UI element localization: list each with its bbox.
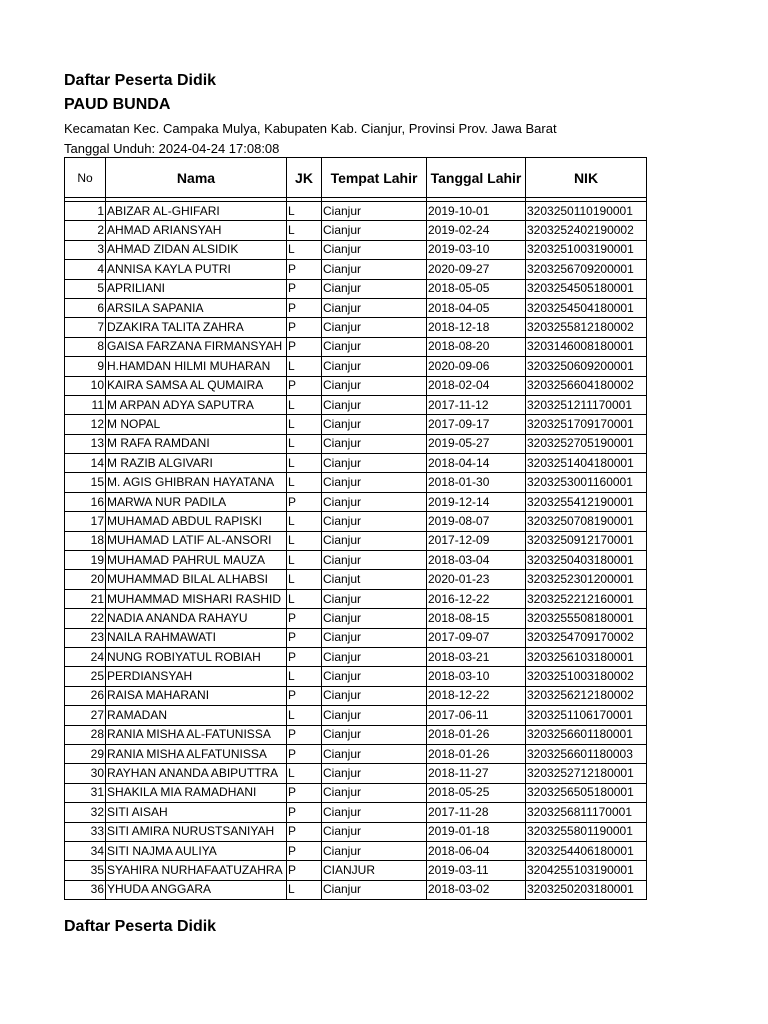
cell-nama: M RAFA RAMDANI: [106, 434, 287, 453]
cell-tanggal-lahir: 2018-03-04: [427, 551, 526, 570]
cell-tanggal-lahir: 2018-08-15: [427, 609, 526, 628]
column-header-tempat-lahir: Tempat Lahir: [322, 158, 427, 198]
cell-no: 13: [65, 434, 106, 453]
cell-jk: P: [287, 628, 322, 647]
table-row: [65, 647, 647, 666]
cell-nama: RAYHAN ANANDA ABIPUTTRA: [106, 764, 287, 783]
cell-nama: SITI NAJMA AULIYA: [106, 841, 287, 860]
cell-tanggal-lahir: 2019-03-11: [427, 861, 526, 880]
cell-tanggal-lahir: 2018-04-05: [427, 298, 526, 317]
cell-tempat-lahir: Cianjur: [322, 647, 427, 666]
cell-jk: P: [287, 337, 322, 356]
cell-nama: NAILA RAHMAWATI: [106, 628, 287, 647]
cell-jk: L: [287, 551, 322, 570]
cell-no: 1: [65, 202, 106, 221]
cell-nama: M. AGIS GHIBRAN HAYATANA: [106, 473, 287, 492]
cell-tanggal-lahir: 2018-03-10: [427, 667, 526, 686]
cell-no: 10: [65, 376, 106, 395]
cell-nik: 3203251404180001: [526, 454, 647, 473]
cell-nama: MUHAMAD ABDUL RAPISKI: [106, 512, 287, 531]
cell-tanggal-lahir: 2017-09-17: [427, 415, 526, 434]
cell-tanggal-lahir: 2018-12-18: [427, 318, 526, 337]
cell-tanggal-lahir: 2019-03-10: [427, 240, 526, 259]
cell-tanggal-lahir: 2018-03-21: [427, 647, 526, 666]
cell-tanggal-lahir: 2020-01-23: [427, 570, 526, 589]
table-row: [65, 512, 647, 531]
cell-jk: L: [287, 473, 322, 492]
cell-no: 7: [65, 318, 106, 337]
cell-tanggal-lahir: 2018-12-22: [427, 686, 526, 705]
cell-nama: DZAKIRA TALITA ZAHRA: [106, 318, 287, 337]
cell-nik: 3203146008180001: [526, 337, 647, 356]
cell-tempat-lahir: Cianjur: [322, 454, 427, 473]
cell-no: 34: [65, 841, 106, 860]
cell-nik: 3203254709170002: [526, 628, 647, 647]
cell-nama: SITI AISAH: [106, 803, 287, 822]
table-row: [65, 551, 647, 570]
cell-no: 32: [65, 803, 106, 822]
school-name: PAUD BUNDA: [64, 96, 171, 113]
cell-nik: 3203254504180001: [526, 298, 647, 317]
cell-nik: 3203255412190001: [526, 492, 647, 511]
cell-tempat-lahir: Cianjur: [322, 434, 427, 453]
table-row: [65, 841, 647, 860]
cell-tempat-lahir: Cianjur: [322, 822, 427, 841]
table-row: [65, 725, 647, 744]
cell-no: 28: [65, 725, 106, 744]
cell-jk: P: [287, 298, 322, 317]
cell-tempat-lahir: Cianjur: [322, 298, 427, 317]
cell-tempat-lahir: Cianjur: [322, 551, 427, 570]
cell-nama: APRILIANI: [106, 279, 287, 298]
cell-tanggal-lahir: 2018-02-04: [427, 376, 526, 395]
cell-tempat-lahir: Cianjur: [322, 686, 427, 705]
table-row: [65, 492, 647, 511]
cell-nik: 3203251003180002: [526, 667, 647, 686]
cell-jk: L: [287, 531, 322, 550]
cell-tempat-lahir: Cianjut: [322, 570, 427, 589]
column-header-nama: Nama: [106, 158, 287, 198]
cell-nama: RAISA MAHARANI: [106, 686, 287, 705]
cell-nama: MUHAMAD PAHRUL MAUZA: [106, 551, 287, 570]
table-row: [65, 667, 647, 686]
column-header-jk: JK: [287, 158, 322, 198]
cell-nik: 3204255103190001: [526, 861, 647, 880]
cell-jk: P: [287, 260, 322, 279]
cell-nik: 3203250110190001: [526, 202, 647, 221]
cell-tanggal-lahir: 2019-10-01: [427, 202, 526, 221]
cell-no: 22: [65, 609, 106, 628]
table-row: [65, 861, 647, 880]
cell-tempat-lahir: CIANJUR: [322, 861, 427, 880]
cell-tempat-lahir: Cianjur: [322, 202, 427, 221]
cell-tanggal-lahir: 2020-09-27: [427, 260, 526, 279]
cell-tanggal-lahir: 2018-04-14: [427, 454, 526, 473]
cell-nama: PERDIANSYAH: [106, 667, 287, 686]
cell-tempat-lahir: Cianjur: [322, 764, 427, 783]
cell-nik: 3203250708190001: [526, 512, 647, 531]
cell-jk: L: [287, 434, 322, 453]
cell-no: 35: [65, 861, 106, 880]
cell-tempat-lahir: Cianjur: [322, 492, 427, 511]
cell-no: 29: [65, 744, 106, 763]
cell-nama: NADIA ANANDA RAHAYU: [106, 609, 287, 628]
cell-tanggal-lahir: 2018-05-25: [427, 783, 526, 802]
cell-tempat-lahir: Cianjur: [322, 221, 427, 240]
table-row: [65, 221, 647, 240]
table-row: [65, 473, 647, 492]
cell-tanggal-lahir: 2019-02-24: [427, 221, 526, 240]
cell-jk: L: [287, 202, 322, 221]
cell-jk: P: [287, 318, 322, 337]
cell-tanggal-lahir: 2019-01-18: [427, 822, 526, 841]
cell-nama: SITI AMIRA NURUSTSANIYAH: [106, 822, 287, 841]
cell-no: 9: [65, 357, 106, 376]
cell-jk: P: [287, 376, 322, 395]
cell-nik: 3203252212160001: [526, 589, 647, 608]
cell-nama: YHUDA ANGGARA: [106, 880, 287, 899]
cell-no: 21: [65, 589, 106, 608]
cell-tempat-lahir: Cianjur: [322, 531, 427, 550]
cell-nama: SHAKILA MIA RAMADHANI: [106, 783, 287, 802]
cell-tanggal-lahir: 2018-05-05: [427, 279, 526, 298]
table-row: [65, 298, 647, 317]
cell-jk: P: [287, 744, 322, 763]
cell-no: 36: [65, 880, 106, 899]
cell-no: 31: [65, 783, 106, 802]
table-row: [65, 531, 647, 550]
cell-no: 11: [65, 395, 106, 414]
student-table: [64, 157, 647, 900]
cell-nik: 3203254406180001: [526, 841, 647, 860]
cell-tanggal-lahir: 2019-08-07: [427, 512, 526, 531]
cell-no: 26: [65, 686, 106, 705]
cell-jk: P: [287, 647, 322, 666]
cell-nama: H.HAMDAN HILMI MUHARAN: [106, 357, 287, 376]
cell-tempat-lahir: Cianjur: [322, 240, 427, 259]
cell-no: 16: [65, 492, 106, 511]
cell-nama: NUNG ROBIYATUL ROBIAH: [106, 647, 287, 666]
table-row: [65, 783, 647, 802]
table-row: [65, 589, 647, 608]
cell-jk: P: [287, 725, 322, 744]
cell-nik: 3203256709200001: [526, 260, 647, 279]
cell-tempat-lahir: Cianjur: [322, 512, 427, 531]
cell-tempat-lahir: Cianjur: [322, 279, 427, 298]
cell-tanggal-lahir: 2019-05-27: [427, 434, 526, 453]
cell-no: 15: [65, 473, 106, 492]
cell-no: 5: [65, 279, 106, 298]
cell-nama: KAIRA SAMSA AL QUMAIRA: [106, 376, 287, 395]
cell-jk: P: [287, 609, 322, 628]
cell-nik: 3203255812180002: [526, 318, 647, 337]
table-row: [65, 706, 647, 725]
cell-nik: 3203252705190001: [526, 434, 647, 453]
cell-nik: 3203256601180001: [526, 725, 647, 744]
cell-nik: 3203251211170001: [526, 395, 647, 414]
cell-tempat-lahir: Cianjur: [322, 725, 427, 744]
location-info: Kecamatan Kec. Campaka Mulya, Kabupaten Kab. Cianjur, Provinsi Prov. Jawa Barat: [64, 121, 557, 136]
cell-tempat-lahir: Cianjur: [322, 880, 427, 899]
column-header-no: No: [65, 158, 106, 198]
table-row: [65, 337, 647, 356]
cell-nama: ARSILA SAPANIA: [106, 298, 287, 317]
cell-no: 18: [65, 531, 106, 550]
cell-tanggal-lahir: 2019-12-14: [427, 492, 526, 511]
cell-nik: 3203255801190001: [526, 822, 647, 841]
cell-tanggal-lahir: 2018-03-02: [427, 880, 526, 899]
cell-jk: L: [287, 706, 322, 725]
cell-jk: L: [287, 512, 322, 531]
cell-tempat-lahir: Cianjur: [322, 803, 427, 822]
cell-nik: 3203256601180003: [526, 744, 647, 763]
cell-jk: P: [287, 492, 322, 511]
cell-nama: MUHAMAD LATIF AL-ANSORI: [106, 531, 287, 550]
cell-jk: L: [287, 415, 322, 434]
cell-tanggal-lahir: 2017-11-28: [427, 803, 526, 822]
cell-jk: P: [287, 783, 322, 802]
cell-nama: MUHAMMAD MISHARI RASHID: [106, 589, 287, 608]
cell-nama: M NOPAL: [106, 415, 287, 434]
cell-no: 27: [65, 706, 106, 725]
cell-jk: L: [287, 570, 322, 589]
table-row: [65, 434, 647, 453]
cell-nama: AHMAD ARIANSYAH: [106, 221, 287, 240]
cell-tanggal-lahir: 2018-01-26: [427, 725, 526, 744]
cell-tempat-lahir: Cianjur: [322, 318, 427, 337]
cell-tempat-lahir: Cianjur: [322, 395, 427, 414]
cell-no: 23: [65, 628, 106, 647]
cell-nik: 3203256103180001: [526, 647, 647, 666]
cell-nama: AHMAD ZIDAN ALSIDIK: [106, 240, 287, 259]
cell-jk: P: [287, 803, 322, 822]
cell-jk: L: [287, 667, 322, 686]
table-row: [65, 279, 647, 298]
cell-tanggal-lahir: 2018-06-04: [427, 841, 526, 860]
cell-no: 19: [65, 551, 106, 570]
cell-nama: RANIA MISHA AL-FATUNISSA: [106, 725, 287, 744]
table-row: [65, 764, 647, 783]
cell-tanggal-lahir: 2017-12-09: [427, 531, 526, 550]
cell-nama: SYAHIRA NURHAFAATUZAHRA: [106, 861, 287, 880]
cell-tempat-lahir: Cianjur: [322, 609, 427, 628]
cell-nik: 3203255508180001: [526, 609, 647, 628]
cell-no: 3: [65, 240, 106, 259]
cell-nama: RANIA MISHA ALFATUNISSA: [106, 744, 287, 763]
table-row: [65, 395, 647, 414]
cell-jk: L: [287, 357, 322, 376]
column-header-nik: NIK: [526, 158, 647, 198]
table-row: [65, 415, 647, 434]
cell-nik: 3203251709170001: [526, 415, 647, 434]
cell-nama: MARWA NUR PADILA: [106, 492, 287, 511]
cell-nama: M RAZIB ALGIVARI: [106, 454, 287, 473]
cell-tempat-lahir: Cianjur: [322, 667, 427, 686]
cell-tanggal-lahir: 2018-11-27: [427, 764, 526, 783]
cell-nama: GAISA FARZANA FIRMANSYAH: [106, 337, 287, 356]
cell-no: 24: [65, 647, 106, 666]
cell-nama: ANNISA KAYLA PUTRI: [106, 260, 287, 279]
cell-tempat-lahir: Cianjur: [322, 473, 427, 492]
table-row: [65, 260, 647, 279]
cell-no: 12: [65, 415, 106, 434]
cell-nik: 3203251003190001: [526, 240, 647, 259]
cell-jk: L: [287, 221, 322, 240]
cell-nik: 3203250203180001: [526, 880, 647, 899]
cell-jk: L: [287, 764, 322, 783]
cell-tempat-lahir: Cianjur: [322, 783, 427, 802]
cell-nik: 3203250609200001: [526, 357, 647, 376]
cell-no: 4: [65, 260, 106, 279]
table-row: [65, 744, 647, 763]
cell-nama: RAMADAN: [106, 706, 287, 725]
cell-tempat-lahir: Cianjur: [322, 706, 427, 725]
cell-tanggal-lahir: 2018-01-26: [427, 744, 526, 763]
cell-tempat-lahir: Cianjur: [322, 744, 427, 763]
table-header-row: [65, 158, 647, 198]
table-row: [65, 822, 647, 841]
cell-nama: M ARPAN ADYA SAPUTRA: [106, 395, 287, 414]
table-body: [65, 198, 647, 900]
cell-nik: 3203252712180001: [526, 764, 647, 783]
cell-jk: P: [287, 822, 322, 841]
cell-nik: 3203253001160001: [526, 473, 647, 492]
cell-tanggal-lahir: 2018-01-30: [427, 473, 526, 492]
table-row: [65, 202, 647, 221]
cell-no: 30: [65, 764, 106, 783]
cell-no: 17: [65, 512, 106, 531]
cell-tanggal-lahir: 2017-11-12: [427, 395, 526, 414]
cell-tanggal-lahir: 2016-12-22: [427, 589, 526, 608]
cell-no: 33: [65, 822, 106, 841]
cell-tempat-lahir: Cianjur: [322, 415, 427, 434]
cell-tanggal-lahir: 2020-09-06: [427, 357, 526, 376]
cell-nik: 3203252301200001: [526, 570, 647, 589]
cell-nik: 3203252402190002: [526, 221, 647, 240]
cell-tanggal-lahir: 2017-09-07: [427, 628, 526, 647]
cell-tanggal-lahir: 2018-08-20: [427, 337, 526, 356]
cell-tempat-lahir: Cianjur: [322, 589, 427, 608]
cell-nik: 3203256604180002: [526, 376, 647, 395]
cell-jk: L: [287, 454, 322, 473]
table-row: [65, 628, 647, 647]
cell-no: 2: [65, 221, 106, 240]
cell-jk: L: [287, 240, 322, 259]
column-header-tanggal-lahir: Tanggal Lahir: [427, 158, 526, 198]
download-date: Tanggal Unduh: 2024-04-24 17:08:08: [64, 141, 280, 156]
cell-jk: L: [287, 880, 322, 899]
cell-nik: 3203256811170001: [526, 803, 647, 822]
table-row: [65, 609, 647, 628]
cell-no: 6: [65, 298, 106, 317]
table-row: [65, 318, 647, 337]
cell-no: 14: [65, 454, 106, 473]
cell-nik: 3203254505180001: [526, 279, 647, 298]
table-row: [65, 240, 647, 259]
cell-no: 20: [65, 570, 106, 589]
cell-tempat-lahir: Cianjur: [322, 841, 427, 860]
cell-tempat-lahir: Cianjur: [322, 260, 427, 279]
table-row: [65, 686, 647, 705]
cell-tempat-lahir: Cianjur: [322, 628, 427, 647]
cell-jk: P: [287, 861, 322, 880]
cell-jk: L: [287, 589, 322, 608]
cell-jk: P: [287, 841, 322, 860]
table-row: [65, 357, 647, 376]
cell-nik: 3203250403180001: [526, 551, 647, 570]
cell-nik: 3203256505180001: [526, 783, 647, 802]
table-row: [65, 376, 647, 395]
cell-tanggal-lahir: 2017-06-11: [427, 706, 526, 725]
cell-nama: MUHAMMAD BILAL ALHABSI: [106, 570, 287, 589]
cell-no: 8: [65, 337, 106, 356]
table-row: [65, 570, 647, 589]
table-row: [65, 803, 647, 822]
table-row: [65, 880, 647, 899]
cell-tempat-lahir: Cianjur: [322, 376, 427, 395]
cell-nik: 3203256212180002: [526, 686, 647, 705]
footer-title: Daftar Peserta Didik: [64, 918, 217, 935]
cell-nama: ABIZAR AL-GHIFARI: [106, 202, 287, 221]
cell-tempat-lahir: Cianjur: [322, 337, 427, 356]
table-row: [65, 454, 647, 473]
document-title: Daftar Peserta Didik: [64, 72, 217, 89]
cell-jk: P: [287, 279, 322, 298]
cell-nik: 3203250912170001: [526, 531, 647, 550]
cell-jk: P: [287, 686, 322, 705]
cell-tempat-lahir: Cianjur: [322, 357, 427, 376]
cell-nik: 3203251106170001: [526, 706, 647, 725]
cell-jk: L: [287, 395, 322, 414]
cell-no: 25: [65, 667, 106, 686]
